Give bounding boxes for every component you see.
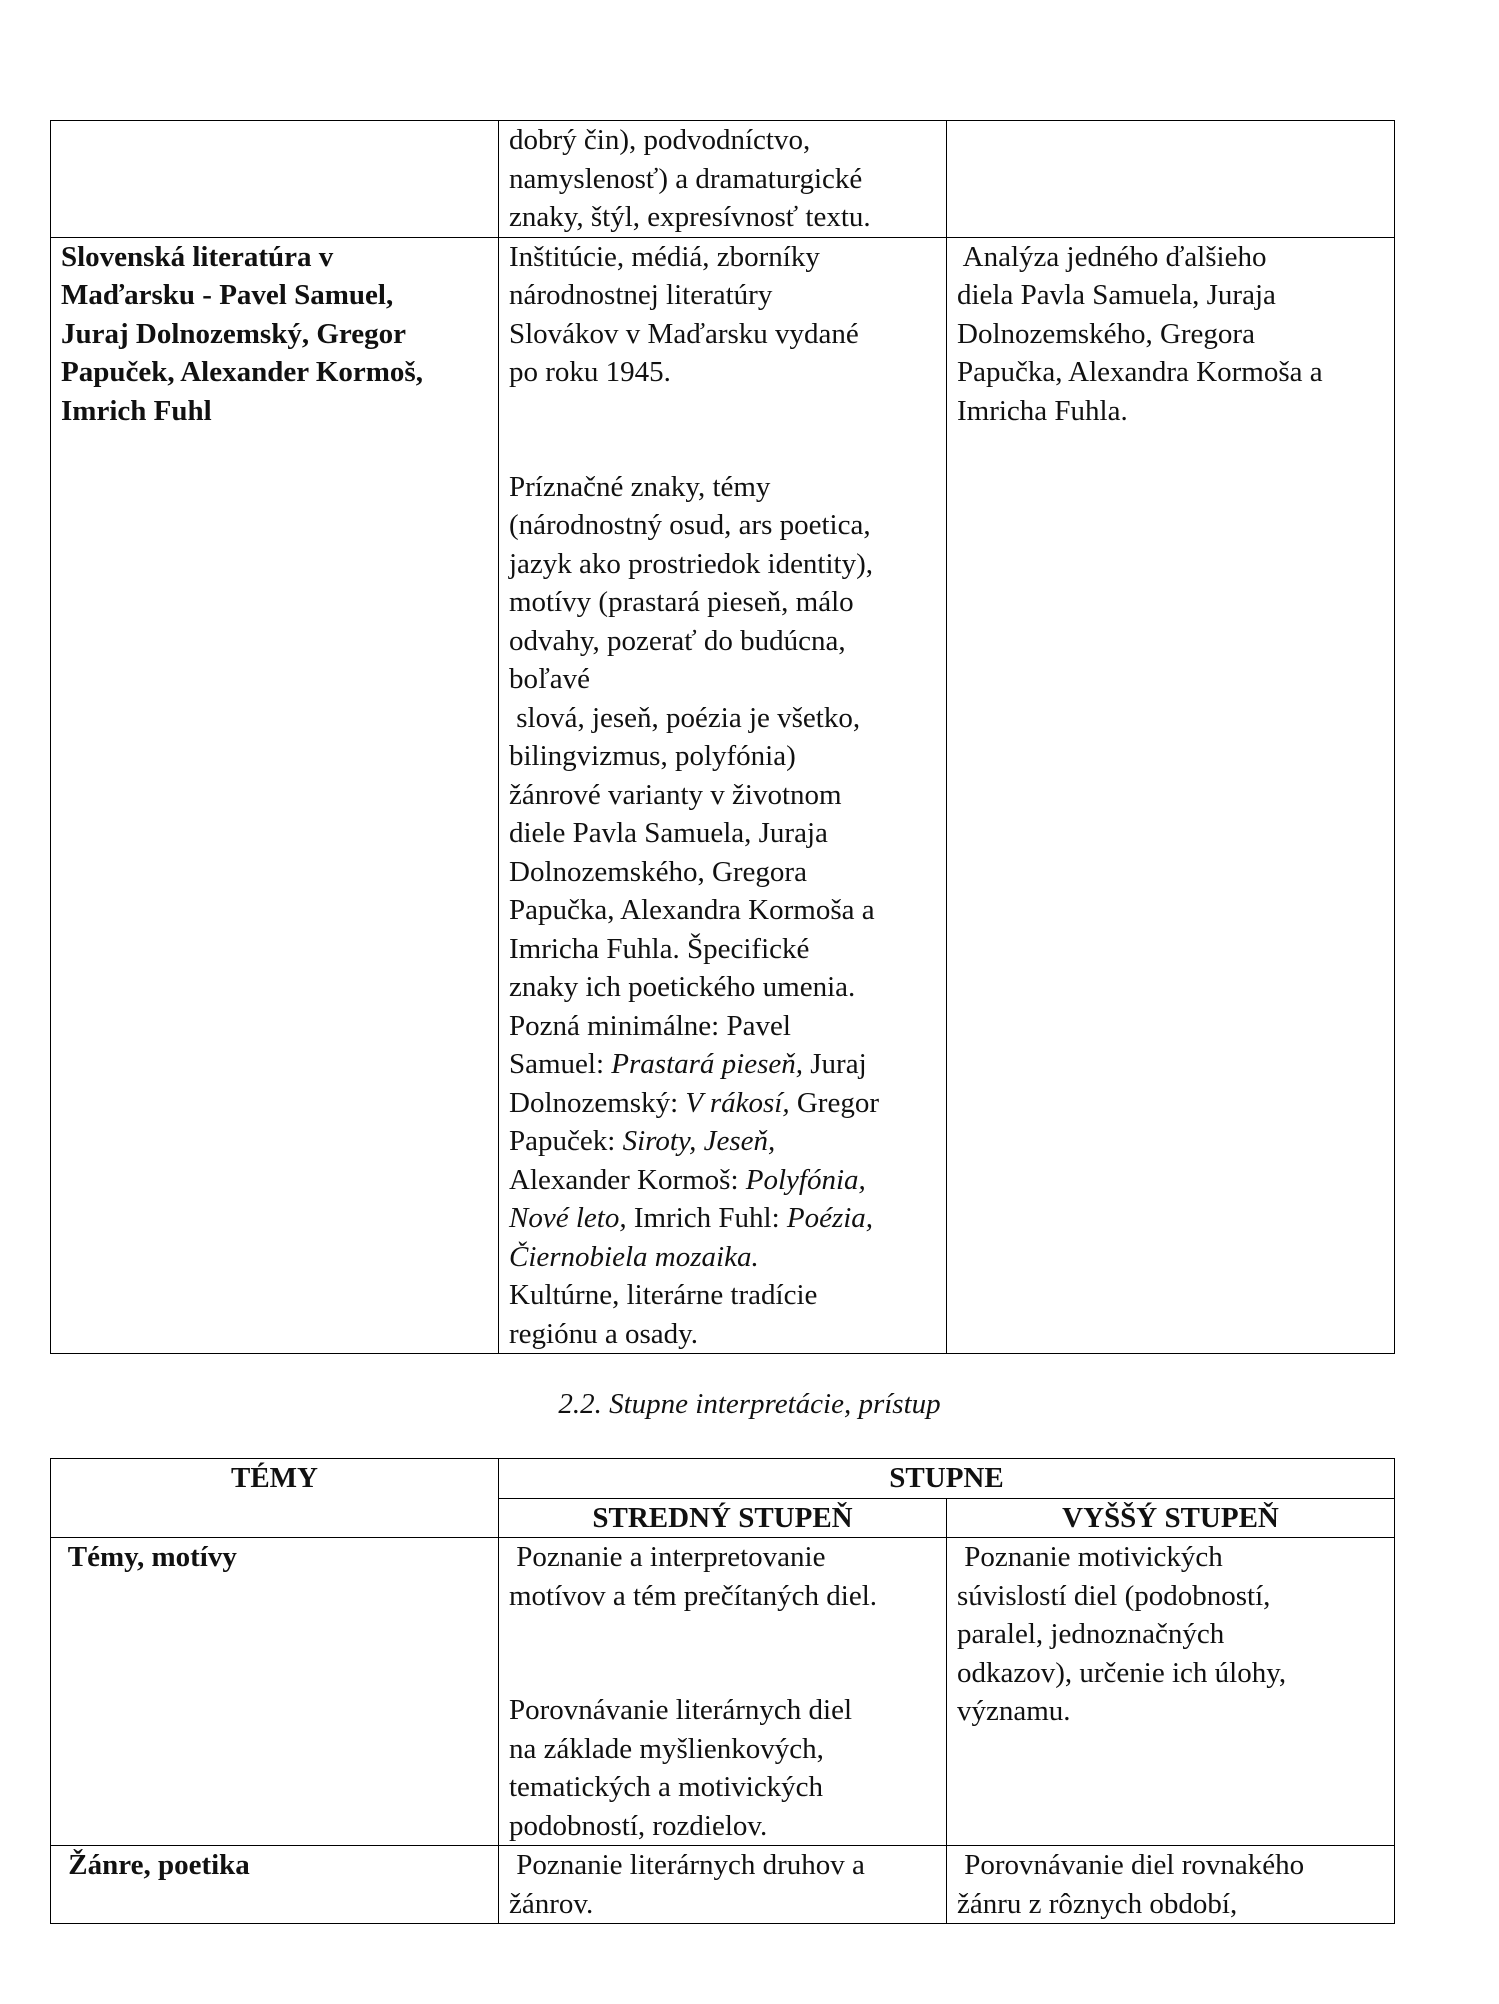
text-line: Imricha Fuhla. Špecifické bbox=[509, 932, 810, 965]
work-title: Čiernobiela mozaika. bbox=[509, 1240, 759, 1273]
text-line: Papučka, Alexandra Kormoša a bbox=[509, 894, 875, 926]
middle-level-cell bbox=[499, 1538, 947, 1846]
text-line: Juraj Dolnozemský, Gregor bbox=[61, 317, 406, 350]
text-line: žánru z rôznych období, bbox=[957, 1887, 1238, 1920]
text-line: Porovnávanie literárnych diel bbox=[509, 1694, 853, 1726]
text-line: Slovenská literatúra v bbox=[61, 240, 334, 273]
text-line: Imrich Fuhl bbox=[61, 394, 212, 427]
work-title: Siroty, Jeseň, bbox=[622, 1125, 776, 1157]
text-line: znaky ich poetického umenia. bbox=[509, 971, 856, 1003]
header-higher-level: VYŠŠÝ STUPEŇ bbox=[947, 1498, 1395, 1538]
author-prefix: Papuček: bbox=[509, 1125, 623, 1157]
text-line: (národnostný osud, ars poetica, bbox=[509, 509, 871, 541]
text-line: bilingvizmus, polyfónia) bbox=[509, 740, 796, 772]
text-line: po roku 1945. bbox=[509, 356, 671, 388]
author-prefix: Alexander Kormoš: bbox=[509, 1163, 746, 1196]
author-prefix: Dolnozemský: bbox=[509, 1086, 686, 1119]
text-line: dobrý čin), podvodníctvo, bbox=[509, 124, 811, 156]
section-caption: 2.2. Stupne interpretácie, prístup bbox=[558, 1388, 941, 1420]
text-line: namyslenosť) a dramaturgické bbox=[509, 162, 863, 195]
text-line: znaky, štýl, expresívnosť textu. bbox=[509, 201, 871, 233]
text-line: významu. bbox=[957, 1695, 1071, 1727]
works-line bbox=[509, 1122, 936, 1161]
paragraph-gap bbox=[509, 1615, 936, 1653]
content-cell bbox=[499, 237, 947, 1354]
text-line: podobností, rozdielov. bbox=[509, 1809, 768, 1842]
text-line: národnostnej literatúry bbox=[509, 279, 773, 311]
works-line bbox=[509, 1199, 936, 1238]
text-line: diela Pavla Samuela, Juraja bbox=[957, 279, 1276, 311]
text-line: Poznanie literárnych druhov a bbox=[509, 1849, 865, 1881]
works-line bbox=[509, 1045, 936, 1084]
topic-cell bbox=[51, 237, 499, 1354]
text-line: Pozná minimálne: Pavel bbox=[509, 1009, 791, 1042]
paragraph-gap bbox=[509, 1653, 936, 1691]
topic-cell: Témy, motívy bbox=[51, 1538, 499, 1846]
works-line bbox=[509, 1084, 936, 1123]
table-row bbox=[51, 121, 1395, 238]
table-row bbox=[51, 1538, 1395, 1846]
work-title: V rákosí, bbox=[685, 1086, 790, 1119]
text-line: na základe myšlienkových, bbox=[509, 1732, 824, 1765]
text-line: Imricha Fuhla. bbox=[957, 394, 1128, 427]
analysis-cell bbox=[947, 237, 1395, 1354]
text-line: slová, jeseň, poézia je všetko, bbox=[509, 701, 861, 734]
literature-table bbox=[50, 120, 1395, 1354]
text-line: Inštitúcie, médiá, zborníky bbox=[509, 240, 820, 273]
works-line bbox=[509, 1161, 936, 1200]
text-line: motívov a tém prečítaných diel. bbox=[509, 1579, 878, 1612]
levels-table bbox=[50, 1458, 1395, 1924]
text-line: Papučka, Alexandra Kormoša a bbox=[957, 356, 1323, 388]
author-prefix: Samuel: bbox=[509, 1048, 612, 1080]
work-title: Polyfónia, bbox=[745, 1163, 866, 1196]
text-line: Príznačné znaky, témy bbox=[509, 470, 771, 503]
author-prefix: Juraj bbox=[803, 1048, 867, 1080]
work-title: Prastará pieseň, bbox=[611, 1048, 804, 1080]
author-prefix: Gregor bbox=[789, 1086, 879, 1119]
paragraph-gap bbox=[509, 392, 936, 430]
text-line: Porovnávanie diel rovnakého bbox=[957, 1849, 1305, 1881]
analysis-cell bbox=[947, 121, 1395, 238]
text-line: Maďarsku - Pavel Samuel, bbox=[61, 279, 394, 311]
text-line: motívy (prastará pieseň, málo bbox=[509, 586, 854, 618]
header-middle-level: STREDNÝ STUPEŇ bbox=[499, 1498, 947, 1538]
text-line: odvahy, pozerať do budúcna, bbox=[509, 624, 846, 657]
header-levels: STUPNE bbox=[499, 1459, 1395, 1499]
work-title: Poézia, bbox=[786, 1202, 874, 1234]
author-prefix: Imrich Fuhl: bbox=[626, 1202, 787, 1234]
text-line: žánrové varianty v životnom bbox=[509, 778, 842, 811]
text-line: súvislostí diel (podobností, bbox=[957, 1579, 1271, 1612]
work-title: Nové leto, bbox=[509, 1202, 627, 1234]
text-line: Slovákov v Maďarsku vydané bbox=[509, 317, 859, 350]
text-line: Papuček, Alexander Kormoš, bbox=[61, 356, 423, 388]
header-topics: TÉMY bbox=[51, 1459, 499, 1538]
text-line: Analýza jedného ďalšieho bbox=[957, 240, 1267, 273]
paragraph-gap bbox=[509, 430, 936, 468]
middle-level-cell bbox=[499, 1846, 947, 1924]
text-line: Kultúrne, literárne tradície bbox=[509, 1279, 818, 1311]
text-line: žánrov. bbox=[509, 1887, 594, 1920]
text-line: boľavé bbox=[509, 663, 591, 695]
text-line: regiónu a osady. bbox=[509, 1317, 698, 1350]
topic-cell bbox=[51, 121, 499, 238]
higher-level-cell bbox=[947, 1538, 1395, 1846]
higher-level-cell bbox=[947, 1846, 1395, 1924]
text-line: Dolnozemského, Gregora bbox=[957, 317, 1255, 350]
content-cell bbox=[499, 121, 947, 238]
text-line: odkazov), určenie ich úlohy, bbox=[957, 1656, 1287, 1689]
text-line: diele Pavla Samuela, Juraja bbox=[509, 817, 828, 849]
table-row bbox=[51, 1846, 1395, 1924]
text-line: tematických a motivických bbox=[509, 1771, 824, 1803]
text-line: jazyk ako prostriedok identity), bbox=[509, 547, 874, 580]
text-line: Poznanie motivických bbox=[957, 1541, 1223, 1573]
table-row bbox=[51, 237, 1395, 1354]
text-line: Dolnozemského, Gregora bbox=[509, 855, 807, 888]
topic-cell: Žánre, poetika bbox=[51, 1846, 499, 1924]
text-line: paralel, jednoznačných bbox=[957, 1618, 1225, 1650]
text-line: Poznanie a interpretovanie bbox=[509, 1541, 826, 1573]
header-row bbox=[51, 1459, 1395, 1499]
